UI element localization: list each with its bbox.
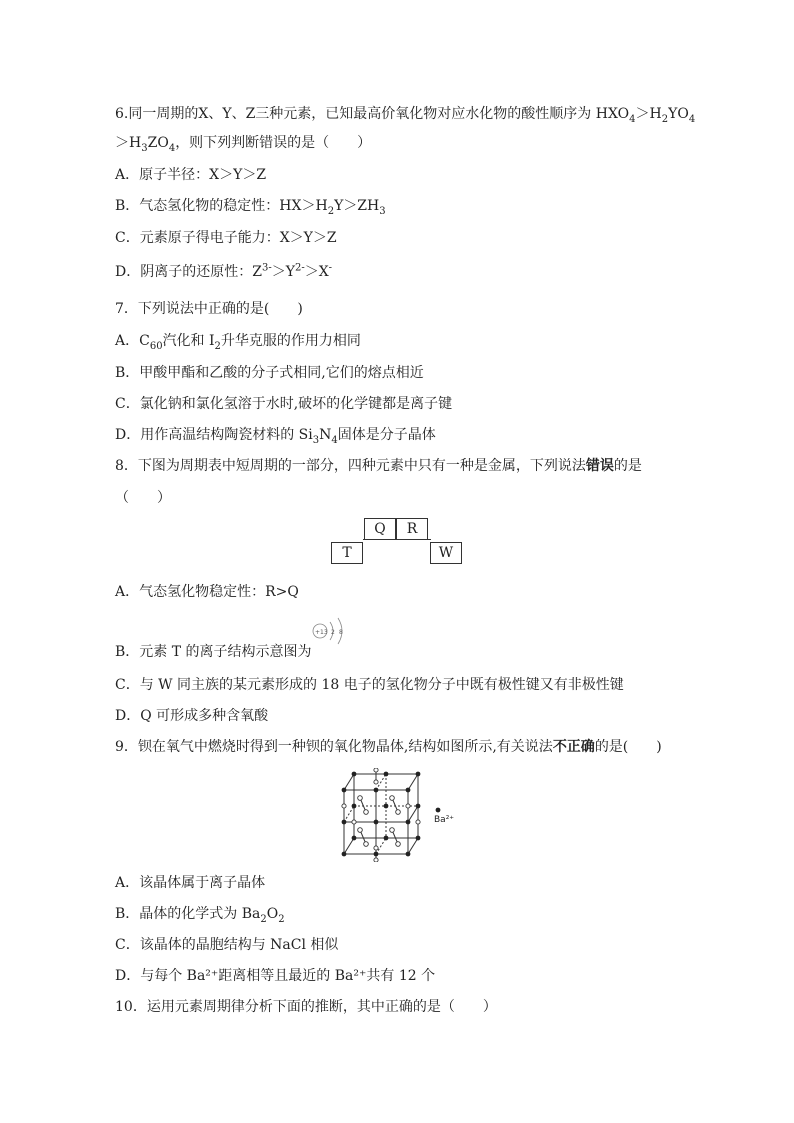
q6-option-a: A．原子半径：X＞Y＞Z: [115, 167, 267, 183]
ba-legend-label: Ba²⁺: [434, 815, 455, 825]
q8-stem-line2: （ ）: [115, 490, 171, 506]
svg-text:8: 8: [339, 629, 343, 636]
q6-stem-line1: 6.同一周期的X、Y、Z三种元素，已知最高价氧化物对应水化物的酸性顺序为 $HXO_4>H_2YO_4$: [115, 106, 696, 125]
q8-option-d: D．Q 可形成多种含氧酸: [115, 708, 269, 724]
q9-option-c: C．该晶体的晶胞结构与 NaCl 相似: [115, 937, 339, 953]
crystal-structure-diagram: [336, 768, 446, 862]
q9-option-d: D．与每个 Ba²⁺距离相等且最近的 Ba²⁺共有 12 个: [115, 968, 436, 984]
cell-t: T: [331, 542, 363, 564]
svg-text:2: 2: [331, 629, 335, 636]
q6-option-b: B．气态氢化物的稳定性：$HX>H_2Y>ZH_3$: [115, 198, 386, 217]
q7-stem: 7．下列说法中正确的是( ): [115, 301, 303, 317]
q7-option-a: A．$C_{60}$汽化和 $I_2$升华克服的作用力相同: [115, 333, 361, 352]
q8-stem-line1: 8．下图为周期表中短周期的一部分，四种元素中只有一种是金属，下列说法错误的是: [115, 458, 642, 474]
q7-option-b: B．甲酸甲酯和乙酸的分子式相同,它们的熔点相近: [115, 365, 424, 381]
cell-q: Q: [364, 518, 396, 540]
table-divider: [363, 539, 431, 540]
svg-text:+13: +13: [315, 629, 328, 636]
ion-structure-diagram: [310, 614, 352, 648]
q8-option-c: C．与 W 同主族的某元素形成的 18 电子的氢化物分子中既有极性键又有非极性键: [115, 677, 624, 693]
q6-option-c: C．元素原子得电子能力：X＞Y＞Z: [115, 230, 337, 246]
q8-option-b: B．元素 T 的离子结构示意图为: [115, 644, 312, 660]
q6-option-d: D．阴离子的还原性：$Z^{3-}>Y^{2-}>X^-$: [115, 262, 333, 280]
q10-stem: 10．运用元素周期律分析下面的推断，其中正确的是（ ）: [115, 999, 497, 1015]
cell-r: R: [396, 518, 428, 540]
q8-option-a: A．气态氢化物稳定性：R>Q: [115, 584, 299, 600]
q9-stem: 9．钡在氧气中燃烧时得到一种钡的氧化物晶体,结构如图所示,有关说法不正确的是( ): [115, 739, 662, 755]
q9-option-a: A．该晶体属于离子晶体: [115, 875, 266, 891]
q7-option-c: C．氯化钠和氯化氢溶于水时,破坏的化学键都是离子键: [115, 396, 453, 412]
q9-option-b: B．晶体的化学式为 $Ba_2O_2$: [115, 906, 285, 925]
ba-legend-dot: [436, 808, 441, 813]
cell-w: W: [430, 542, 462, 564]
q7-option-d: D．用作高温结构陶瓷材料的 $Si_3N_4$固体是分子晶体: [115, 427, 436, 446]
q6-stem-line2: $>H_3ZO_4$，则下列判断错误的是（ ）: [115, 135, 372, 154]
